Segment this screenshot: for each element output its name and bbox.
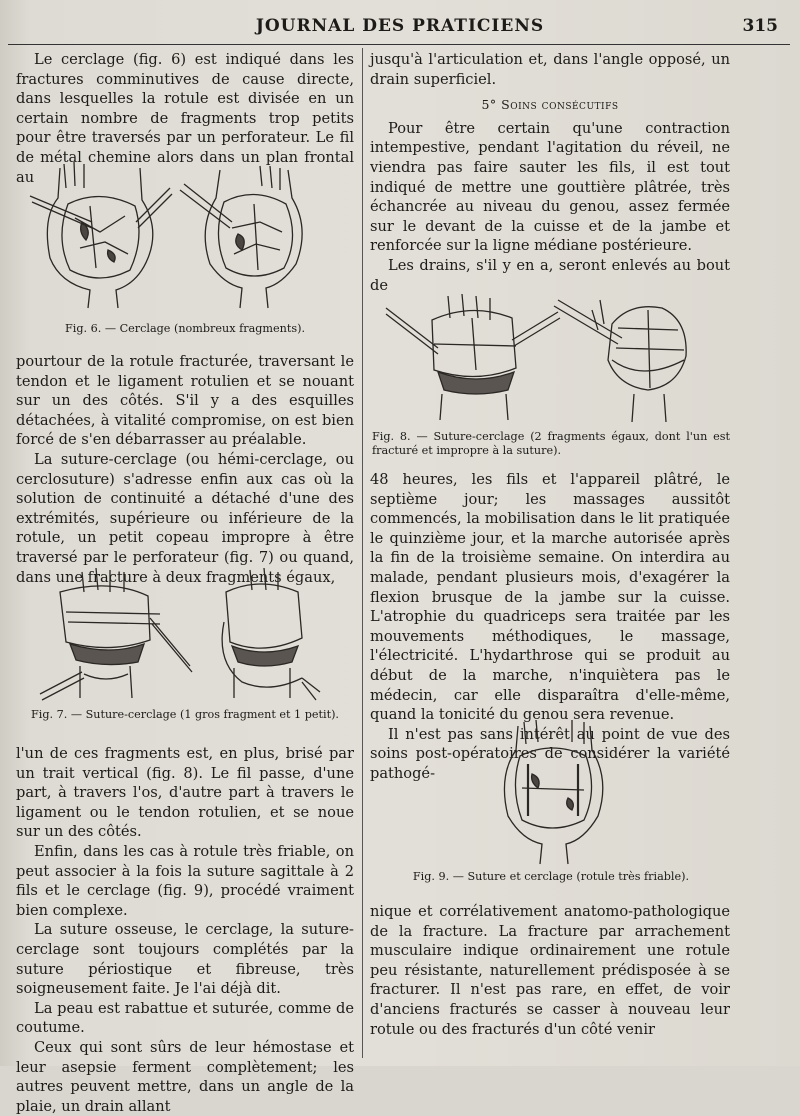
header-rule <box>8 44 790 45</box>
section-number: 5° <box>481 97 497 113</box>
figure-6 <box>20 158 350 336</box>
right-paragraph-2: Pour être certain qu'une contraction intempestive, pendant l'agitation du réveil, ne viendra pas faire sauter les fils, il est tout indiqué de mettre une gouttière plâtrée, très échancrée au niveau du genou, assez fermée sur le devant de la cuisse et de la jambe et renforcée sur la ligne médiane postérieure. <box>370 119 730 255</box>
left-paragraph-5: Enfin, dans les cas à rotule très friable, on peut associer à la fois la suture sagittale à 2 fils et le cerclage (fig. 9), procédé vraiment bien complexe. <box>16 842 354 919</box>
left-column-bottom <box>16 744 354 1116</box>
right-paragraph-5: Il n'est pas sans intérêt au point de vue des soins post-opératoires de considérer la variété pathogé- <box>370 725 730 782</box>
figure-9-illustration <box>372 716 730 866</box>
figure-9-caption: Fig. 9. — Suture et cerclage (rotule très friable). <box>412 870 690 883</box>
left-column-middle <box>16 352 354 587</box>
left-paragraph-1: Le cerclage (fig. 6) est indiqué dans les fractures comminutives de cause directe, dans lesquelles la rotule est divisée en un certain nombre de fragments trop petits pour être traversés par un perforateur. Le fil de métal chemine alors dans un plan frontal au <box>16 51 354 186</box>
figure-7 <box>20 562 350 722</box>
right-paragraph-1: jusqu'à l'articulation et, dans l'angle opposé, un drain superficiel. <box>370 51 730 88</box>
figure-7-caption: Fig. 7. — Suture-cerclage (1 gros fragment et 1 petit). <box>30 708 339 721</box>
left-paragraph-2: pourtour de la rotule fracturée, traversant le tendon et le ligament rotulien et se nouant sur un des côtés. S'il y a des esquilles détachées, à vitalité compromise, on est bien forcé de s'en débarrasser au préalable. <box>16 353 354 449</box>
left-paragraph-3: La suture-cerclage (ou hémi-cerclage, ou cerclosuture) s'adresse enfin aux cas où la solution de continuité a détaché d'une des extrémités, supérieure ou inférieure de la rotule, un petit copeau impropre à être traversé par le perforateur (fig. 7) ou quand, dans une fracture à deux fragments égaux, <box>16 450 354 586</box>
left-paragraph-6: La suture osseuse, le cerclage, la suture-cerclage sont toujours complétés par la suture périostique et fibreuse, très soigneusement faite. Je l'ai déjà dit. <box>16 921 354 998</box>
section-heading <box>370 95 730 115</box>
figure-6-caption: Fig. 6. — Cerclage (nombreux fragments). <box>65 322 305 335</box>
page-number: 315 <box>742 16 778 36</box>
figure-7-illustration <box>20 562 350 704</box>
right-column-bottom <box>370 902 730 1039</box>
left-paragraph-4: l'un de ces fragments est, en plus, brisé par un trait vertical (fig. 8). Le fil passe, d'une part, à travers l'os, d'autre part à travers le ligament ou le tendon rotulien, et se noue sur un des côtés. <box>16 745 354 841</box>
column-divider <box>362 48 363 1058</box>
section-title: Soins consécutifs <box>501 97 619 113</box>
left-paragraph-7: La peau est rabattue et suturée, comme de coutume. <box>16 999 354 1037</box>
left-paragraph-8: Ceux qui sont sûrs de leur hémostase et leur asepsie ferment complètement; les autres peuvent mettre, dans un angle de la plaie, un drain allant <box>16 1038 354 1115</box>
right-paragraph-4: 48 heures, les fils et l'appareil plâtré, le septième jour; les massages aussitôt commencés, la mobilisation dans le lit pratiquée le quinzième jour, et la marche autorisée après la fin de la troisième semaine. On interdira au malade, pendant plusieurs mois, d'exagérer la flexion brusque de la jambe sur la cuisse. L'atrophie du quadriceps sera traitée par les mouvements méthodiques, le massage, l'électricité. L'hydarthrose qui se produit au début de la marche, n'inquiètera pas le médecin, car elle disparaîtra d'elle-même, quand la tonicité du genou sera revenue. <box>370 471 730 724</box>
figure-8 <box>372 290 730 458</box>
right-paragraph-6: nique et corrélativement anatomo-pathologique de la fracture. La fracture par arrachement musculaire indique ordinairement une rotule peu résistante, naturellement prédisposée à se fracturer. Il n'est pas rare, en effet, de voir d'anciens fracturés se casser à nouveau leur rotule ou des fracturés d'un côté venir <box>370 903 730 1038</box>
right-column-top <box>370 50 730 295</box>
figure-9 <box>372 716 730 884</box>
journal-title: JOURNAL DES PRATICIENS <box>255 16 545 36</box>
page-header <box>0 14 800 42</box>
figure-6-illustration <box>20 158 350 318</box>
figure-8-caption: Fig. 8. — Suture-cerclage (2 fragments égaux, dont l'un est fracturé et impropre à la suture). <box>372 430 730 457</box>
figure-8-illustration <box>372 290 730 426</box>
right-paragraph-3: Les drains, s'il y en a, seront enlevés au bout de <box>370 256 730 294</box>
